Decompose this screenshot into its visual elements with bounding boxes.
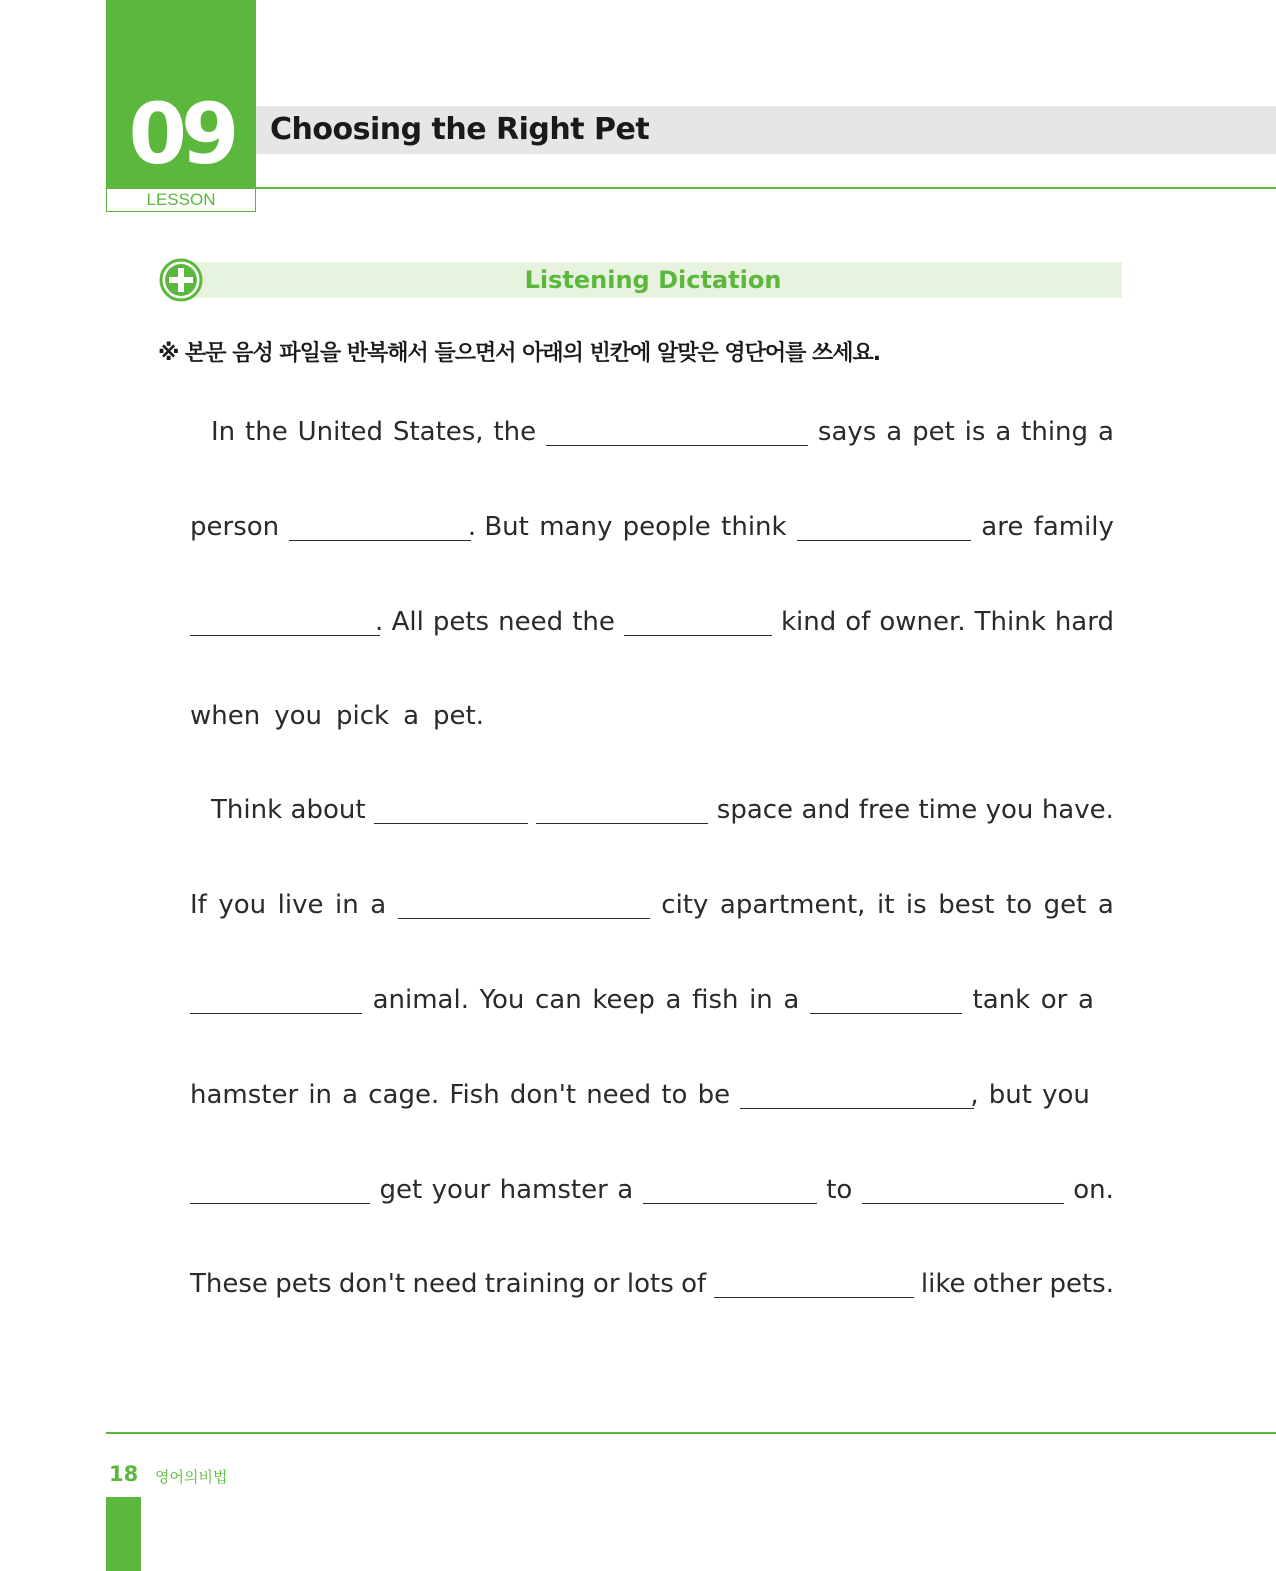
- answer-blank[interactable]: [546, 415, 808, 446]
- word: is: [905, 890, 927, 920]
- title-bar: [256, 106, 1276, 154]
- word: it: [876, 890, 895, 920]
- answer-blank[interactable]: [190, 1173, 370, 1204]
- word: lots: [626, 1269, 674, 1299]
- answer-blank[interactable]: [810, 983, 962, 1014]
- word: get: [379, 1175, 423, 1205]
- word: a: [1077, 985, 1094, 1015]
- book-title: 영어의비법: [155, 1468, 228, 1486]
- dictation-line-6: [190, 885, 1114, 925]
- lesson-label: LESSON: [106, 188, 256, 212]
- word: need: [498, 607, 564, 637]
- word: You: [479, 985, 525, 1015]
- word: don't: [338, 1269, 406, 1299]
- dictation-line-3: [190, 602, 1114, 642]
- word: in: [308, 1080, 333, 1110]
- answer-blank[interactable]: [190, 983, 362, 1014]
- dictation-line-10: [190, 1264, 1114, 1304]
- answer-blank[interactable]: [536, 793, 708, 824]
- word: time: [918, 795, 978, 825]
- word: people: [622, 512, 711, 542]
- word: apartment,: [719, 890, 866, 920]
- word: on.: [1073, 1175, 1114, 1205]
- word: a: [370, 890, 387, 920]
- word: a: [665, 985, 682, 1015]
- word: . All: [375, 607, 424, 637]
- word: kind: [780, 607, 837, 637]
- word: training: [484, 1269, 586, 1299]
- answer-blank[interactable]: [862, 1173, 1064, 1204]
- word: best: [938, 890, 995, 920]
- word: a: [1097, 890, 1114, 920]
- word: person: [190, 512, 280, 542]
- word: about: [290, 795, 366, 825]
- dictation-line-8: [190, 1075, 1090, 1115]
- word: If: [190, 890, 207, 920]
- footer-tab: [106, 1497, 141, 1571]
- dictation-line-9: [190, 1170, 1114, 1210]
- answer-blank[interactable]: [714, 1267, 914, 1298]
- word: cage.: [368, 1080, 440, 1110]
- word: hard: [1054, 607, 1114, 637]
- word: city: [661, 890, 709, 920]
- word: pet.: [433, 701, 484, 731]
- dictation-line-4: [190, 696, 1114, 736]
- word: of: [681, 1269, 707, 1299]
- word: are: [981, 512, 1024, 542]
- word: you: [274, 701, 322, 731]
- word: in: [749, 985, 773, 1015]
- word: be: [697, 1080, 731, 1110]
- word: need: [412, 1269, 478, 1299]
- word: to: [1006, 890, 1033, 920]
- word: tank: [972, 985, 1031, 1015]
- page-number: 18: [109, 1462, 139, 1486]
- answer-blank[interactable]: [740, 1078, 974, 1109]
- answer-blank[interactable]: [797, 510, 971, 541]
- word: you: [1042, 1080, 1090, 1110]
- lesson-number: 09: [128, 85, 234, 183]
- word: fish: [692, 985, 739, 1015]
- dictation-line-2: [190, 507, 1114, 547]
- word: pets: [432, 607, 490, 637]
- word: many: [539, 512, 613, 542]
- word: when: [190, 701, 261, 731]
- word: you: [218, 890, 267, 920]
- word: a: [1097, 417, 1114, 447]
- dictation-line-1: [211, 412, 1114, 452]
- word: free: [858, 795, 911, 825]
- word: pets: [275, 1269, 332, 1299]
- word: need: [586, 1080, 652, 1110]
- word: animal.: [372, 985, 469, 1015]
- word: have.: [1041, 795, 1114, 825]
- word: a: [995, 417, 1012, 447]
- word: the: [245, 417, 288, 447]
- word: says: [817, 417, 877, 447]
- word: get: [1043, 890, 1087, 920]
- word: live: [277, 890, 324, 920]
- word: . But: [467, 512, 529, 542]
- word: of: [845, 607, 871, 637]
- word: and: [801, 795, 851, 825]
- word: the: [493, 417, 537, 447]
- word: to: [661, 1080, 688, 1110]
- word: ,: [970, 1080, 979, 1110]
- word: pets.: [1049, 1269, 1114, 1299]
- footer-divider: [106, 1432, 1276, 1434]
- word: keep: [592, 985, 655, 1015]
- word: a: [403, 701, 420, 731]
- word: don't: [509, 1080, 577, 1110]
- word: pick: [336, 701, 390, 731]
- word: is: [964, 417, 986, 447]
- instruction-text: ※ 본문 음성 파일을 반복해서 들으면서 아래의 빈칸에 알맞은 영단어를 쓰세요.: [158, 341, 881, 366]
- word: thing: [1021, 417, 1089, 447]
- word: in: [335, 890, 359, 920]
- word: your: [431, 1175, 491, 1205]
- word: or: [1040, 985, 1068, 1015]
- word: pet: [912, 417, 955, 447]
- word: a: [342, 1080, 359, 1110]
- word: United: [297, 417, 384, 447]
- word: Think: [211, 795, 283, 825]
- word: you: [985, 795, 1034, 825]
- answer-blank[interactable]: [643, 1173, 817, 1204]
- word: owner.: [879, 607, 966, 637]
- answer-blank[interactable]: [624, 605, 772, 636]
- answer-blank[interactable]: [374, 793, 528, 824]
- lesson-badge: [106, 0, 256, 188]
- word: the: [572, 607, 615, 637]
- word: In: [211, 417, 236, 447]
- word: Fish: [449, 1080, 500, 1110]
- word: think: [721, 512, 787, 542]
- word: hamster: [499, 1175, 608, 1205]
- word: a: [617, 1175, 634, 1205]
- word: space: [716, 795, 794, 825]
- header-divider: [256, 187, 1276, 189]
- answer-blank[interactable]: [398, 888, 650, 919]
- word: like: [920, 1269, 966, 1299]
- section-title: Listening Dictation: [524, 266, 782, 294]
- word: or: [592, 1269, 620, 1299]
- word: other: [972, 1269, 1043, 1299]
- word: family: [1033, 512, 1114, 542]
- page-title: Choosing the Right Pet: [270, 112, 650, 147]
- dictation-line-5: [211, 790, 1114, 830]
- word: States,: [392, 417, 484, 447]
- answer-blank[interactable]: [289, 510, 471, 541]
- dictation-line-7: [190, 980, 1094, 1020]
- word: but: [988, 1080, 1032, 1110]
- word: a: [783, 985, 800, 1015]
- word: can: [535, 985, 582, 1015]
- word: a: [886, 417, 903, 447]
- word: hamster: [190, 1080, 299, 1110]
- word: to: [826, 1175, 853, 1205]
- word: Think: [974, 607, 1046, 637]
- word: These: [190, 1269, 268, 1299]
- answer-blank[interactable]: [190, 605, 380, 636]
